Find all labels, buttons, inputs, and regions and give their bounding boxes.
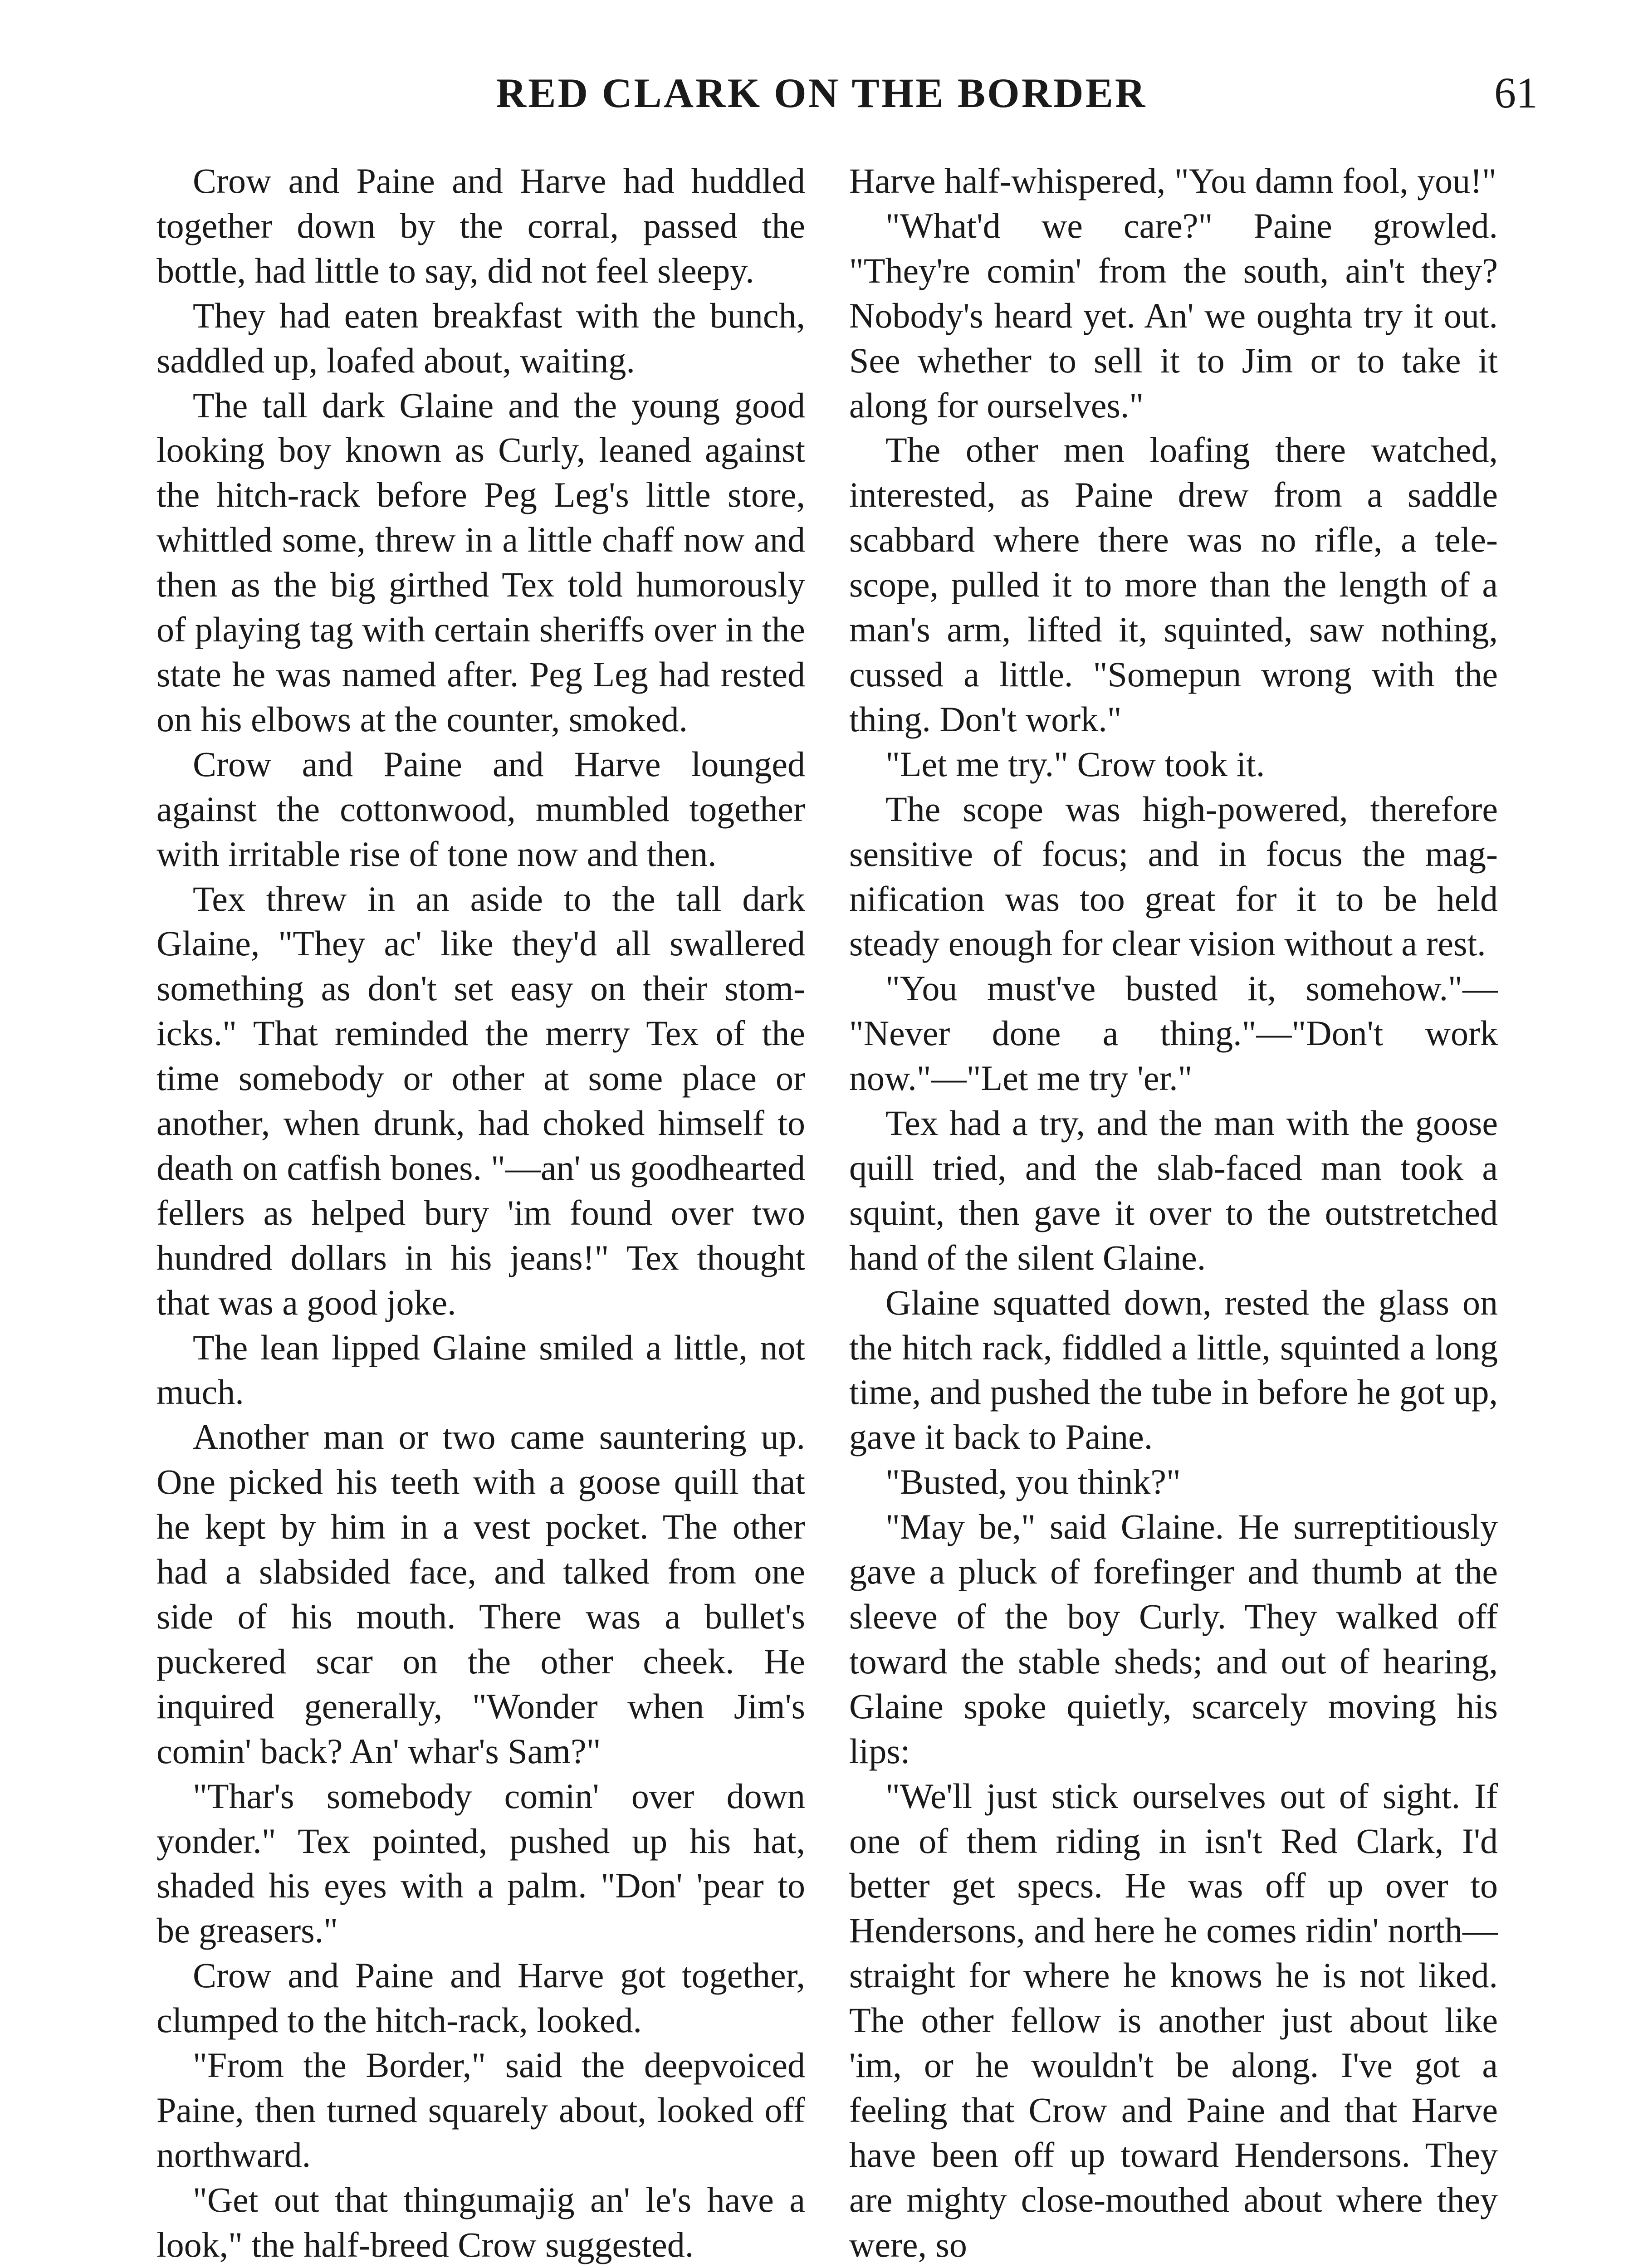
paragraph: Harve half-whispered, "You damn fool, you!" bbox=[849, 161, 1496, 200]
paragraph: Tex had a try, and the man with the goose quill tried, and the slab-faced man took a squint, then gave it over to the outstretched hand of the silent Glaine. bbox=[849, 1103, 1498, 1277]
paragraph: Another man or two came sauntering up. One picked his teeth with a goose quill that he kept by him in a vest pocket. The other had a slabsided face, and talked from one side of his mouth. There was a bullet's puckered scar on the other cheek. He inquired generally, "Wonder when Jim's comin' back? An' whar's Sam?" bbox=[156, 1417, 805, 1771]
paragraph: "Get out that thingumajig an' le's have a look," the half-breed Crow suggested. bbox=[156, 2180, 805, 2264]
paragraph: "May be," said Glaine. He surreptitiously gave a pluck of forefinger and thumb at the sleeve of the boy Curly. They walked off toward the stable sheds; and out of hearing, Glaine spoke quietly, scarcely moving his lips: bbox=[849, 1507, 1498, 1771]
paragraph: Crow and Paine and Harve got together, clumped to the hitch-rack, looked. bbox=[156, 1955, 805, 2040]
paragraph: Crow and Paine and Harve lounged against the cottonwood, mumbled together with irritable rise of tone now and then. bbox=[156, 744, 805, 874]
paragraph: "Busted, you think?" bbox=[885, 1462, 1181, 1502]
paragraph: "What'd we care?" Paine growled. "They're comin' from the south, ain't they? Nobody's heard yet. An' we oughta try it out. See whether to sell it to Jim or to take it along for ourselves." bbox=[849, 205, 1498, 425]
paragraph: Crow and Paine and Harve had huddled together down by the corral, passed the bottle, had little to say, did not feel sleepy. bbox=[156, 161, 805, 290]
paragraph: The other men loafing there watched, interested, as Paine drew from a saddle scabbard where there was no rifle, a telescope, pulled it to more than the length of a man's arm, lifted it, squinted, saw nothing, cussed a little. "Somepun wrong with the thing. Don't work." bbox=[849, 430, 1498, 739]
paragraph: "Thar's somebody comin' over down yonder." Tex pointed, pushed up his hat, shaded his eyes with a palm. "Don' 'pear to be greasers." bbox=[156, 1776, 805, 1950]
paragraph: "You must've busted it, somehow."— "Never done a thing."—"Don't work now."—"Let me try 'er." bbox=[849, 968, 1498, 1098]
paragraph: "Let me try." Crow took it. bbox=[885, 744, 1265, 784]
paragraph: They had eaten breakfast with the bunch, saddled up, loafed about, waiting. bbox=[156, 295, 805, 380]
paragraph: "From the Border," said the deepvoiced Paine, then turned squarely about, looked off northward. bbox=[156, 2045, 805, 2175]
paragraph: The tall dark Glaine and the young good looking boy known as Curly, leaned against the hitch-rack before Peg Leg's little store, whittled some, threw in a little chaff now and then as the big girthed Tex told humorously of playing tag with certain sheriffs over in the state he was named after. Peg Leg had rested on his elbows at the counter, smoked. bbox=[156, 385, 805, 739]
right-column bbox=[849, 159, 1498, 2268]
page-header bbox=[0, 64, 1643, 122]
paragraph: The scope was high-powered, therefore sensitive of focus; and in focus the magnification was too great for it to be held steady enough for clear vision without a rest. bbox=[849, 789, 1498, 963]
paragraph: Glaine squatted down, rested the glass on the hitch rack, fiddled a little, squinted a long time, and pushed the tube in before he got up, gave it back to Paine. bbox=[849, 1282, 1498, 1457]
page-number: 61 bbox=[1494, 68, 1538, 117]
running-title: RED CLARK ON THE BORDER bbox=[496, 70, 1147, 116]
paragraph: "We'll just stick ourselves out of sight. If one of them riding in isn't Red Clark, I'd better get specs. He was off up over to Hendersons, and here he comes ridin' north—straight for where he knows he is not liked. The other fellow is another just about like 'im, or he wouldn't be along. I've got a feeling that Crow and Paine and that Harve have been off up toward Hendersons. They are mighty close-mouthed about where they were, so bbox=[849, 1776, 1498, 2264]
left-column bbox=[156, 159, 805, 2268]
paragraph: Tex threw in an aside to the tall dark Glaine, "They ac' like they'd all swallered something as don't set easy on their stomicks." That reminded the merry Tex of the time somebody or other at some place or another, when drunk, had choked himself to death on catfish bones. "—an' us goodhearted fellers as helped bury 'im found over two hundred dollars in his jeans!" Tex thought that was a good joke. bbox=[156, 879, 805, 1322]
paragraph: The lean lipped Glaine smiled a little, not much. bbox=[156, 1327, 805, 1412]
